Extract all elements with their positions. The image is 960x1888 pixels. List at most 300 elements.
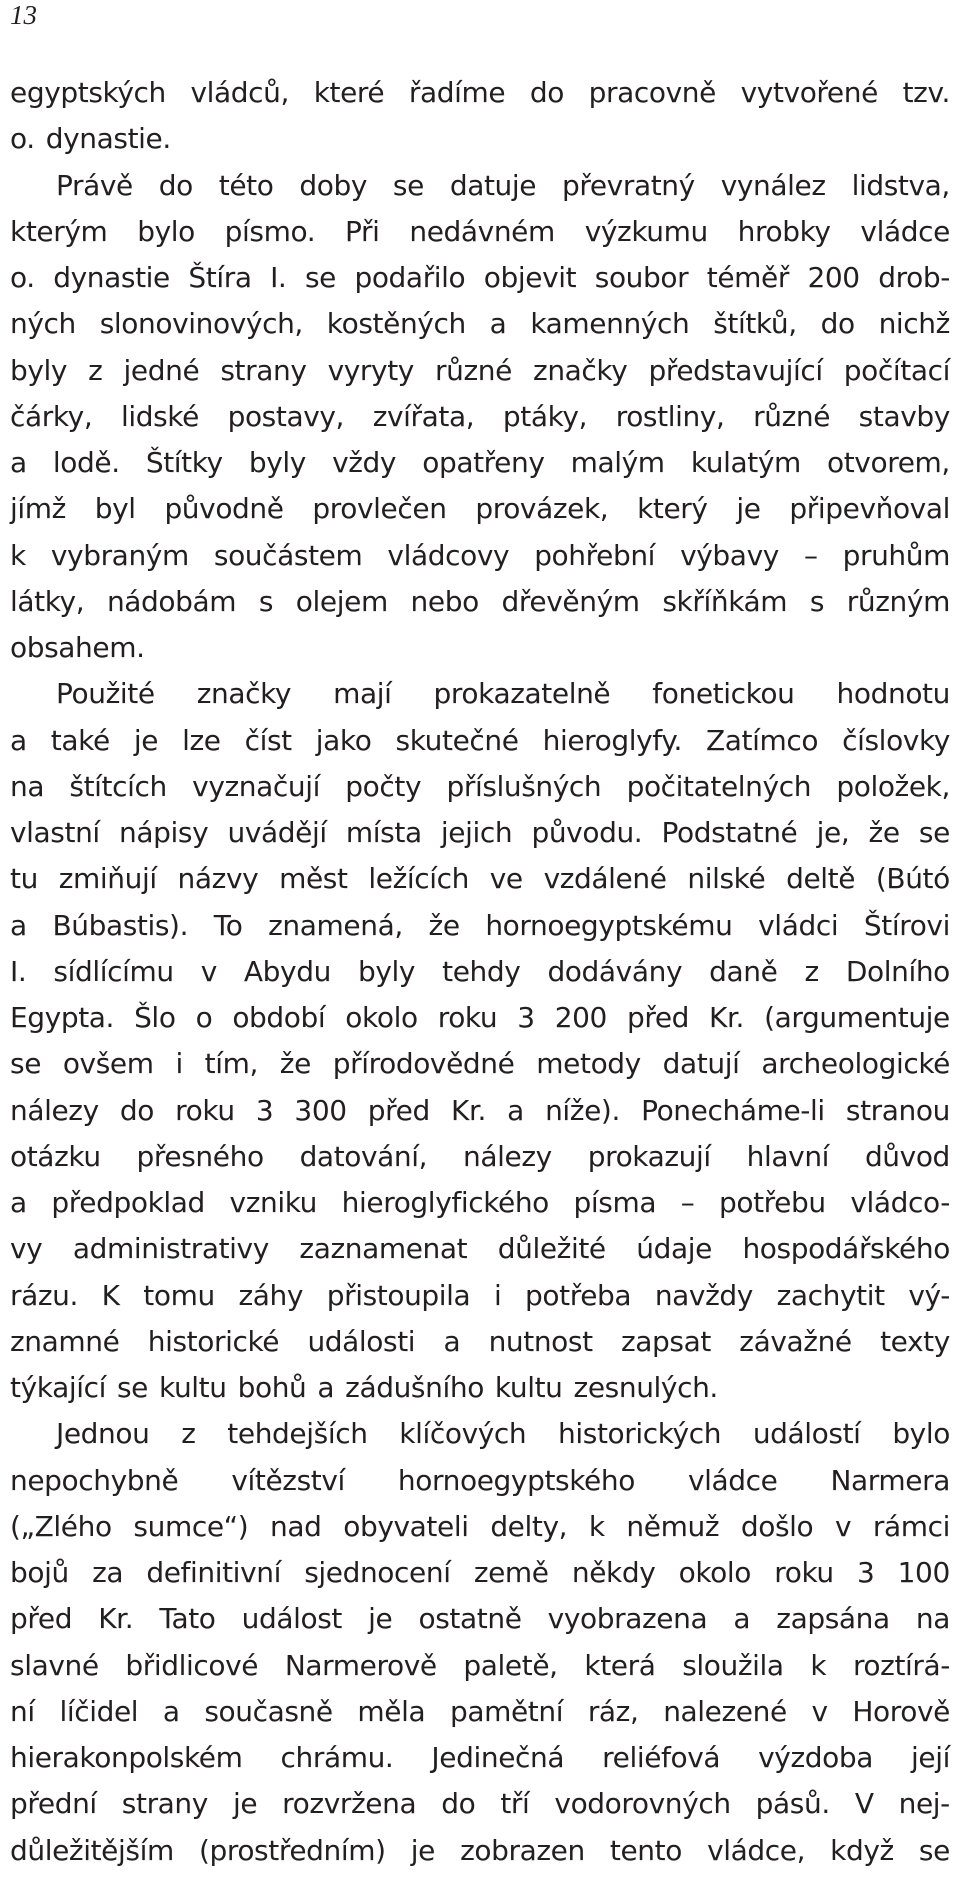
word: názvy [177, 862, 259, 896]
text-line [10, 1041, 950, 1087]
word: Štírovi [863, 908, 950, 942]
word: v [200, 954, 217, 988]
word: k [588, 1509, 605, 1543]
word: závažné [739, 1324, 852, 1358]
word: této [218, 168, 274, 202]
word: vládcovy [387, 538, 510, 572]
word: 100 [897, 1556, 950, 1589]
word: značky [196, 677, 292, 711]
text-line [10, 1180, 950, 1226]
word: hornoegyptského [397, 1463, 635, 1497]
word: provázek, [475, 492, 609, 526]
word: tehdejších [227, 1417, 368, 1451]
word: údaje [636, 1232, 712, 1266]
word: číslovky [842, 723, 950, 757]
text-line [10, 1411, 950, 1457]
page-number: 13 [10, 0, 37, 30]
word: egyptských [10, 76, 166, 109]
word: byly [10, 353, 68, 387]
word: vytvořené [740, 76, 878, 109]
text-line [10, 1088, 950, 1134]
word: Zatímco [705, 723, 819, 757]
word: a [10, 723, 27, 757]
word: stranou [845, 1093, 950, 1127]
text-line [10, 70, 950, 116]
word: položek, [836, 769, 950, 803]
word: lze [182, 723, 221, 757]
word: hierakonpolském [10, 1741, 243, 1774]
word: kulatým [690, 446, 801, 479]
word: chrámu. [280, 1741, 394, 1774]
word: vládců, [190, 76, 290, 109]
word: Použité [56, 677, 155, 711]
word: zaznamenat [299, 1232, 468, 1266]
word: nej- [898, 1787, 950, 1821]
word: vybraným [50, 538, 189, 572]
word: reliéfová [602, 1741, 721, 1774]
word: období [232, 1001, 326, 1034]
word: nálezy [10, 1093, 99, 1127]
word: (Bútó [875, 862, 950, 896]
text-line [10, 116, 950, 162]
word: Jedinečná [431, 1741, 565, 1774]
word: je [736, 492, 761, 526]
word: hlavní [746, 1139, 830, 1173]
word: tehdy [442, 954, 521, 988]
word: různé [753, 399, 831, 433]
word: byly [357, 954, 416, 988]
word: doby [299, 168, 368, 202]
word: nutnost [488, 1324, 593, 1358]
word: podařilo [354, 261, 466, 294]
word: je [133, 723, 159, 757]
word: přírodovědné [332, 1047, 515, 1081]
word: vzniku [229, 1186, 318, 1219]
word: je, [816, 816, 850, 849]
word: tu [10, 862, 38, 896]
word: rostliny, [615, 399, 725, 433]
word: potřebu [718, 1186, 826, 1219]
word: o. [10, 261, 35, 294]
word: kultu [158, 1371, 227, 1404]
text-line [10, 1273, 950, 1319]
word: malým [570, 446, 665, 479]
word: Štíra [188, 261, 252, 294]
word: prokazují [587, 1139, 711, 1173]
word: postavy, [227, 399, 345, 433]
word: zobrazen [460, 1833, 585, 1867]
word: dynastie [53, 261, 170, 294]
text-line [10, 255, 950, 301]
word: vyobrazena [547, 1602, 708, 1636]
word: daně [709, 954, 778, 988]
text-line [10, 810, 950, 856]
text-line [10, 903, 950, 949]
word: i [175, 1047, 183, 1081]
word: se [304, 261, 336, 294]
word: jímž [10, 492, 66, 526]
word: nichž [878, 307, 950, 341]
word: o [195, 1001, 213, 1034]
word: kamenných [530, 307, 690, 341]
word: bojů [10, 1556, 69, 1589]
word: různým [846, 584, 950, 618]
word: Kr. [98, 1602, 134, 1636]
word: paletě, [463, 1648, 558, 1682]
word: se [918, 816, 950, 849]
word: ostatně [418, 1602, 522, 1636]
word: obsahem. [10, 631, 145, 664]
text-line [10, 1596, 950, 1642]
word: dodávány [547, 954, 683, 988]
word: ve [489, 862, 523, 896]
word: strany [220, 353, 307, 387]
word: Štítky [145, 446, 223, 479]
word: I. [270, 261, 287, 294]
word: záhy [238, 1278, 304, 1312]
word: před [626, 1001, 690, 1034]
word: tím, [204, 1047, 258, 1081]
word: jako [315, 723, 372, 757]
word: Narmerově [284, 1648, 437, 1682]
text-line [10, 1134, 950, 1180]
word: počitatelných [626, 769, 812, 803]
word: a [489, 307, 507, 341]
word: zapsat [621, 1324, 711, 1358]
word: 200 [807, 261, 860, 294]
word: písma [573, 1186, 657, 1219]
word: a [10, 446, 27, 479]
word: na [10, 769, 45, 803]
word: ptáky, [502, 399, 588, 433]
text-line [10, 671, 950, 717]
word: opatřeny [422, 446, 545, 479]
word: vítězství [231, 1463, 345, 1497]
word: a [317, 1371, 335, 1404]
text-line [10, 163, 950, 209]
word: archeologické [761, 1047, 950, 1081]
text-line [10, 209, 950, 255]
word: nádobám [106, 584, 237, 618]
word: („Zlého [10, 1509, 112, 1543]
word: datování, [299, 1139, 428, 1173]
text-line [10, 949, 950, 995]
word: vládce [687, 1463, 778, 1497]
word: různé [435, 353, 512, 387]
word: před [367, 1093, 430, 1127]
word: s [258, 584, 274, 618]
word: z [88, 353, 103, 387]
word: zádušního [345, 1371, 484, 1404]
word: objevit [483, 261, 577, 294]
text-line [10, 1365, 950, 1411]
word: vyznačují [192, 769, 320, 803]
word: kterým [10, 214, 108, 248]
word: do [441, 1787, 476, 1821]
word: sloužila [682, 1648, 784, 1682]
word: že [868, 816, 900, 849]
word: příslušných [446, 769, 602, 803]
word: nápisy [119, 816, 209, 849]
word: před [10, 1602, 73, 1636]
word: číst [244, 723, 292, 757]
word: navždy [654, 1278, 753, 1312]
word: znamné [10, 1324, 120, 1358]
text-line [10, 301, 950, 347]
word: Dolního [845, 954, 950, 988]
word: pásů. [755, 1787, 830, 1821]
word: kostěných [326, 307, 466, 341]
word: roku [175, 1093, 235, 1127]
word: události [307, 1324, 416, 1358]
word: země [473, 1556, 549, 1589]
word: kultu [494, 1371, 563, 1404]
word: 300 [294, 1093, 347, 1127]
word: pruhům [842, 538, 950, 572]
word: klíčových [399, 1417, 527, 1451]
word: značky [533, 353, 628, 387]
word: štítků, [713, 307, 797, 341]
word: přední [10, 1787, 97, 1821]
word: který [637, 492, 708, 526]
text-line [10, 1226, 950, 1272]
word: hodnotu [836, 677, 950, 711]
word: látky, [10, 584, 85, 618]
word: mají [333, 677, 392, 711]
word: s [809, 584, 825, 618]
word: 200 [554, 1001, 607, 1034]
word: Ponecháme-li [641, 1093, 825, 1127]
word: strany [121, 1787, 208, 1821]
word: hospodářského [742, 1232, 950, 1266]
word: do [119, 1093, 155, 1127]
word: skutečné [395, 723, 519, 757]
word: líčidel [59, 1694, 139, 1728]
text-line [10, 1828, 950, 1874]
word: také [50, 723, 110, 757]
word: sumce“) [133, 1509, 249, 1543]
word: bylo [892, 1417, 950, 1451]
word: nedávném [409, 214, 555, 248]
text-line [10, 348, 950, 394]
word: dřevěným [501, 584, 640, 618]
word: pohřební [534, 538, 656, 572]
word: roku [437, 1001, 498, 1034]
text-line [10, 440, 950, 486]
word: nilské [687, 862, 766, 896]
word: němuž [626, 1509, 720, 1543]
word: do [158, 168, 193, 202]
word: došlo [740, 1509, 814, 1543]
word: k [10, 538, 26, 572]
word: ovšem [62, 1047, 154, 1081]
word: zesnulých. [573, 1371, 718, 1404]
word: vládci [758, 908, 839, 942]
text-line [10, 995, 950, 1041]
word: i [493, 1278, 502, 1312]
word: zvířata, [372, 399, 475, 433]
word: V [854, 1787, 874, 1821]
word: byl [94, 492, 136, 526]
word: do [820, 307, 855, 341]
word: byly [248, 446, 306, 479]
word: Při [345, 214, 380, 248]
word: – [803, 538, 818, 572]
word: hieroglyfy. [542, 723, 682, 757]
word: ných [10, 307, 76, 341]
word: lidstva, [851, 168, 950, 202]
word: (argumentuje [764, 1001, 950, 1034]
text-line [10, 764, 950, 810]
word: ní [10, 1694, 35, 1728]
word: nebo [410, 584, 479, 618]
word: zachytit [776, 1278, 885, 1312]
word: bohů [237, 1371, 307, 1404]
word: měla [357, 1694, 426, 1728]
word: 3 [856, 1556, 875, 1589]
word: událostí [752, 1417, 861, 1451]
word: z [181, 1417, 196, 1451]
text-line [10, 579, 950, 625]
word: rázu. [10, 1278, 79, 1312]
word: (prostředním) [198, 1833, 386, 1867]
word: datuje [449, 168, 537, 202]
word: datují [662, 1047, 740, 1081]
word: K [101, 1278, 120, 1312]
word: vodorovných [554, 1787, 731, 1821]
word: uvádějí [227, 816, 327, 849]
word: o. [10, 122, 35, 156]
word: – [680, 1186, 695, 1219]
word: To [213, 908, 243, 942]
word: současně [204, 1694, 333, 1728]
word: Kr. [709, 1001, 745, 1034]
word: lodě. [52, 446, 120, 479]
word: vynález [720, 168, 826, 202]
word: někdy [571, 1556, 656, 1589]
word: stavby [858, 399, 950, 433]
word: když [830, 1833, 894, 1867]
word: jedné [123, 353, 200, 387]
word: okolo [678, 1556, 752, 1589]
word: ráz, [587, 1694, 639, 1728]
word: řadíme [408, 76, 506, 109]
word: roku [774, 1556, 834, 1589]
word: slavné [10, 1648, 99, 1682]
word: původně [164, 492, 284, 526]
text-line [10, 394, 950, 440]
word: 3 [517, 1001, 535, 1034]
text-line [10, 1550, 950, 1596]
word: olejem [295, 584, 388, 618]
word: 3 [255, 1093, 274, 1127]
word: okolo [345, 1001, 418, 1034]
word: štítcích [69, 769, 167, 803]
word: I. [10, 954, 27, 988]
word: fonetickou [652, 677, 795, 711]
word: nalezené [663, 1694, 787, 1728]
word: Narmera [830, 1463, 950, 1497]
word: hornoegyptskému [485, 908, 733, 942]
word: vládco- [850, 1186, 950, 1219]
word: představující [648, 353, 823, 387]
word: bylo [137, 214, 195, 248]
word: drob- [878, 261, 950, 294]
word: Podstatné [661, 816, 798, 849]
word: vý- [908, 1278, 950, 1312]
text-line [10, 1689, 950, 1735]
text-line [10, 625, 950, 671]
word: čárky, [10, 399, 93, 433]
word: potřeba [525, 1278, 632, 1312]
word: že [279, 1047, 311, 1081]
word: které [313, 76, 385, 109]
text-line [10, 718, 950, 764]
word: přistoupila [326, 1278, 471, 1312]
word: skříňkám [662, 584, 788, 618]
word: a [507, 1093, 524, 1127]
word: tomu [143, 1278, 215, 1312]
word: se [10, 1047, 42, 1081]
word: hrobky [737, 214, 831, 248]
word: znamená, [268, 908, 403, 942]
word: administrativy [72, 1232, 269, 1266]
text-line [10, 1504, 950, 1550]
word: přesného [136, 1139, 264, 1173]
word: převratný [561, 168, 695, 202]
word: událost [241, 1602, 343, 1636]
word: místa [345, 816, 422, 849]
word: Kr. [451, 1093, 487, 1127]
text-line [10, 856, 950, 902]
word: Egypta. [10, 1001, 115, 1034]
word: v [834, 1509, 852, 1543]
word: roztírá- [852, 1648, 950, 1682]
word: je [368, 1602, 393, 1636]
word: vlastní [10, 816, 100, 849]
word: soubor [594, 261, 689, 294]
word: se [116, 1371, 148, 1404]
word: předpoklad [51, 1186, 205, 1219]
text-line [10, 1735, 950, 1781]
word: historické [147, 1324, 280, 1358]
text-line [10, 533, 950, 579]
word: dynastie. [45, 122, 171, 156]
word: provlečen [312, 492, 447, 526]
word: a [443, 1324, 461, 1358]
word: historických [558, 1417, 722, 1451]
word: vzdálené [543, 862, 667, 896]
text-line [10, 1319, 950, 1365]
word: Tato [159, 1602, 216, 1636]
word: nad [270, 1509, 322, 1543]
word: zapsána [776, 1602, 890, 1636]
text-line [10, 1643, 950, 1689]
word: Jednou [56, 1417, 150, 1451]
word: za [92, 1556, 124, 1589]
word: otázku [10, 1139, 101, 1173]
word: se [392, 168, 424, 202]
word: definitivní [146, 1556, 281, 1589]
word: pamětní [449, 1694, 564, 1728]
word: a [10, 1186, 27, 1219]
word: Právě [56, 168, 133, 202]
word: tzv. [902, 76, 950, 109]
word: vyryty [327, 353, 414, 387]
word: součástem [213, 538, 363, 572]
word: výzdoba [758, 1741, 874, 1774]
word: že [428, 908, 460, 942]
